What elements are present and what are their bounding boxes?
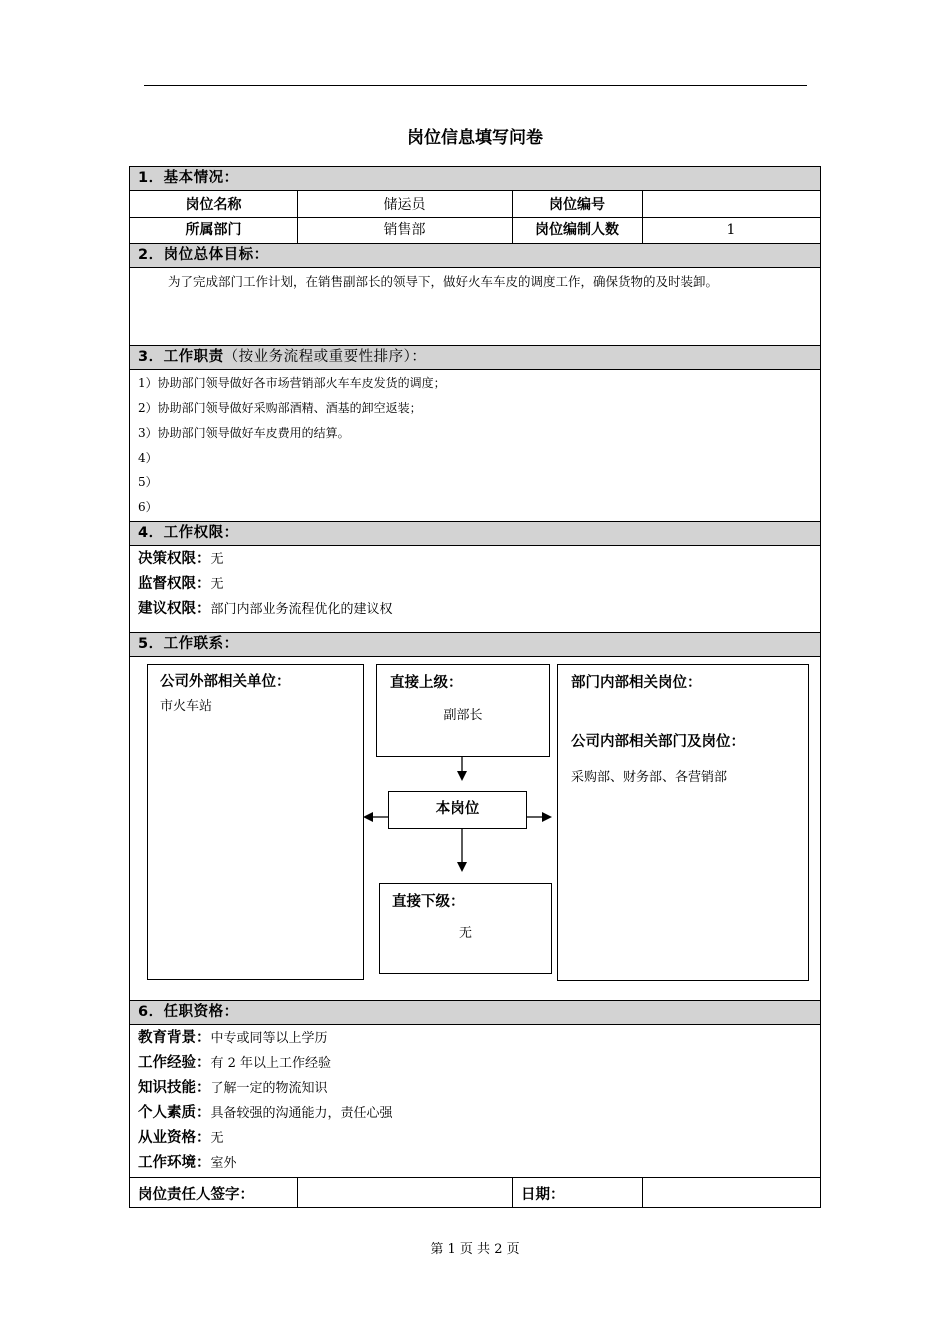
external-units-label: 公司外部相关单位： xyxy=(160,674,291,690)
section-goal-header: 2．岗位总体目标： xyxy=(130,243,820,268)
this-position-label: 本岗位 xyxy=(435,801,480,817)
license xyxy=(138,1127,224,1150)
education-value: 中专或同等以上学历 xyxy=(210,1031,328,1046)
suggestion-label: 建议权限： xyxy=(138,601,211,617)
quality-value: 具备较强的沟通能力，责任心强 xyxy=(210,1106,393,1121)
headcount-label: 岗位编制人数 xyxy=(535,222,619,238)
supervision-label: 监督权限： xyxy=(138,576,211,592)
superior-label: 直接上级： xyxy=(390,675,463,691)
arrowhead-icon xyxy=(457,862,467,872)
education-label: 教育背景： xyxy=(138,1030,211,1046)
position-name-value: 储运员 xyxy=(383,197,426,213)
arrowhead-icon xyxy=(363,812,373,822)
skills-label: 知识技能： xyxy=(138,1080,211,1096)
arrowhead-icon xyxy=(542,812,552,822)
headcount-value: 1 xyxy=(726,222,736,238)
internal-company-label: 公司内部相关部门及岗位： xyxy=(571,734,745,750)
quality-label: 个人素质： xyxy=(138,1105,211,1121)
license-label: 从业资格： xyxy=(138,1130,211,1146)
duty-item: 3）协助部门领导做好车皮费用的结算。 xyxy=(138,426,350,440)
duty-item: 1）协助部门领导做好各市场营销部火车车皮发货的调度； xyxy=(138,376,446,390)
environment xyxy=(138,1152,237,1175)
internal-dept-label: 部门内部相关岗位： xyxy=(571,675,702,691)
position-name-label: 岗位名称 xyxy=(185,197,242,213)
skills xyxy=(138,1077,328,1100)
date-label: 日期： xyxy=(521,1187,565,1203)
suggestion-value: 部门内部业务流程优化的建议权 xyxy=(210,602,393,617)
personal-quality xyxy=(138,1102,393,1125)
subordinate-label: 直接下级： xyxy=(392,894,465,910)
arrowhead-icon xyxy=(457,771,467,781)
position-code-label: 岗位编号 xyxy=(549,197,605,213)
duty-item: 4） xyxy=(138,451,158,465)
goal-text: 为了完成部门工作计划，在销售副部长的领导下，做好火车车皮的调度工作，确保货物的及时装卸。 xyxy=(168,274,719,289)
page-title: 岗位信息填写问卷 xyxy=(407,128,543,148)
subordinate-value: 无 xyxy=(458,926,472,941)
divider xyxy=(642,1177,643,1207)
duty-item: 6） xyxy=(138,500,158,514)
divider xyxy=(512,1177,513,1207)
supervision-value: 无 xyxy=(210,577,224,592)
duties-note: （按业务流程或重要性排序）： xyxy=(223,349,427,365)
duty-item: 2）协助部门领导做好采购部酒精、酒基的卸空返装； xyxy=(138,401,422,415)
section-qualifications-header: 6．任职资格： xyxy=(130,1000,820,1025)
decision-label: 决策权限： xyxy=(138,551,211,567)
department-value: 销售部 xyxy=(383,222,426,238)
environment-value: 室外 xyxy=(210,1156,237,1171)
section-basic-header: 1．基本情况： xyxy=(130,166,820,191)
duty-item: 5） xyxy=(138,475,158,489)
duties-title: 3．工作职责 xyxy=(138,349,224,365)
experience-label: 工作经验： xyxy=(138,1055,211,1071)
experience-value: 有 2 年以上工作经验 xyxy=(210,1056,332,1071)
decision-value: 无 xyxy=(210,552,224,567)
signer-label: 岗位责任人签字： xyxy=(138,1187,254,1203)
experience xyxy=(138,1052,331,1075)
section-authority-header: 4．工作权限： xyxy=(130,521,820,546)
license-value: 无 xyxy=(210,1131,224,1146)
page-number: 第 1 页 共 2 页 xyxy=(430,1242,520,1257)
education xyxy=(138,1027,328,1050)
external-units-value: 市火车站 xyxy=(160,699,213,714)
department-label: 所属部门 xyxy=(185,222,242,238)
skills-value: 了解一定的物流知识 xyxy=(210,1081,328,1096)
environment-label: 工作环境： xyxy=(138,1155,211,1171)
divider xyxy=(297,1177,298,1207)
superior-value: 副部长 xyxy=(443,708,483,723)
section-relations-header: 5．工作联系： xyxy=(130,632,820,657)
divider xyxy=(130,1177,820,1178)
internal-company-value: 采购部、财务部、各营销部 xyxy=(571,770,728,785)
